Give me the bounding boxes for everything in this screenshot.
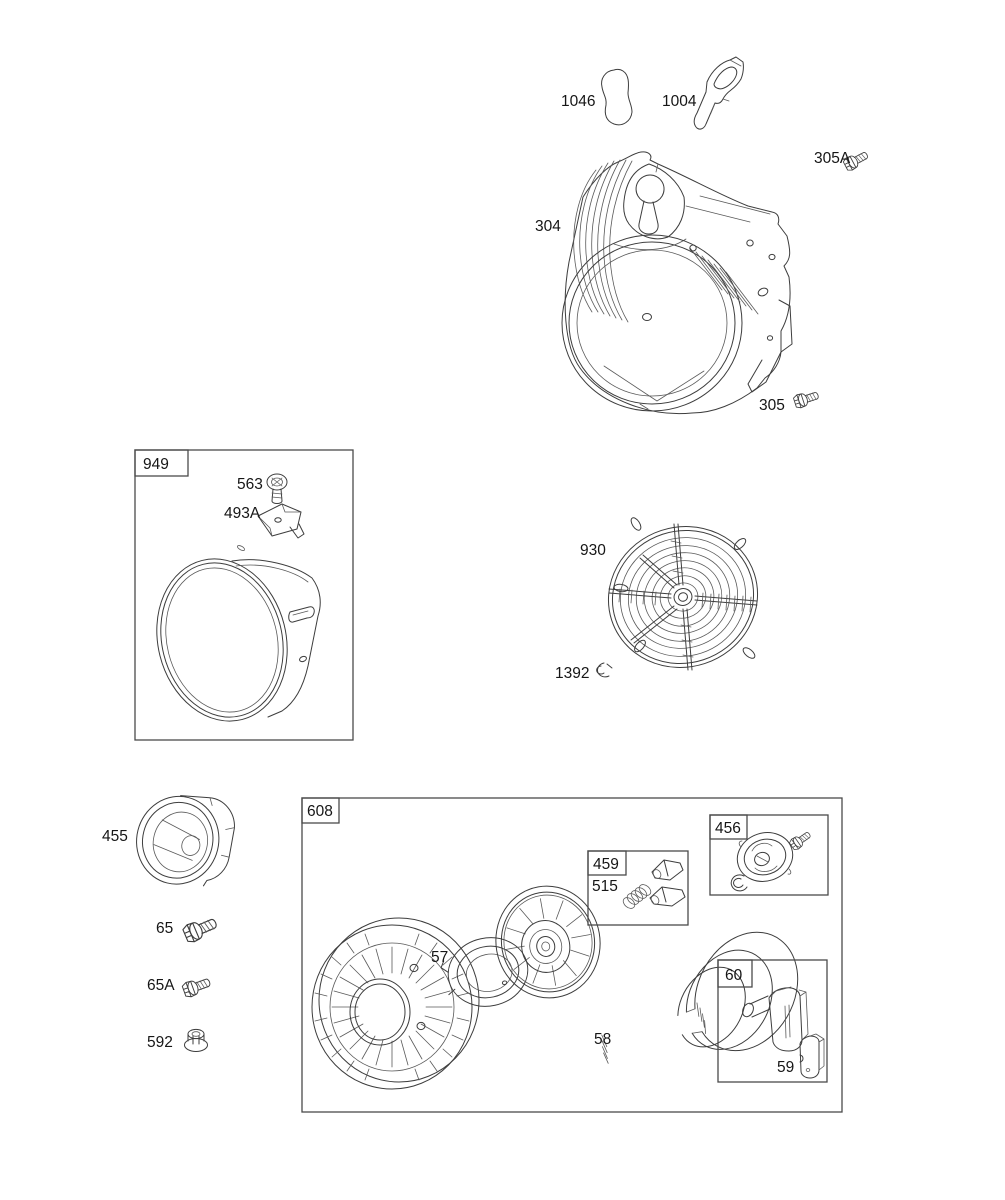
group-949-box: [135, 450, 353, 740]
callout-515: 515: [592, 878, 618, 895]
callout-304: 304: [535, 218, 561, 235]
callout-59: 59: [777, 1059, 795, 1076]
callout-459: 459: [593, 856, 619, 873]
part-515-spring: [621, 882, 653, 910]
part-65-screw: [182, 914, 219, 944]
callout-608: 608: [307, 803, 333, 820]
part-58-rewind-spring: [591, 886, 817, 1127]
callout-65A: 65A: [147, 977, 175, 994]
callout-60: 60: [725, 967, 743, 984]
part-563-screw: [267, 474, 287, 504]
part-59-insert: [800, 1034, 824, 1078]
callout-305: 305: [759, 397, 785, 414]
part-456-screw: [788, 829, 812, 851]
part-305-screw: [793, 389, 820, 409]
callout-930: 930: [580, 542, 606, 559]
part-1392-retainer-clip: [597, 663, 612, 677]
part-304-blower-housing: [562, 152, 792, 414]
part-493A-bracket: [258, 504, 304, 538]
callout-65: 65: [156, 920, 174, 937]
callout-493A: 493A: [224, 505, 261, 522]
callout-58: 58: [594, 1031, 612, 1048]
group-608-box: [302, 798, 842, 1112]
callout-305A: 305A: [814, 150, 851, 167]
part-949-drum: [140, 545, 320, 736]
callout-1004: 1004: [662, 93, 697, 110]
part-rewind-pulley: [487, 878, 609, 1006]
part-60-rope-grip: [741, 987, 808, 1051]
part-65A-screw: [181, 975, 212, 999]
callout-1392: 1392: [555, 665, 590, 682]
part-57-starter-spring: [437, 930, 534, 1014]
part-1004-control-lever: [694, 57, 743, 129]
part-1046-grommet: [602, 69, 632, 124]
part-starter-pawls: [650, 860, 685, 906]
part-456-clutch: [731, 826, 799, 891]
callout-949: 949: [143, 456, 169, 473]
part-455-starter-cup: [127, 783, 242, 896]
part-rewind-housing: [312, 918, 479, 1089]
callout-563: 563: [237, 476, 263, 493]
callout-57: 57: [431, 949, 449, 966]
callout-455: 455: [102, 828, 128, 845]
part-930-fan-guard: [590, 507, 776, 687]
callout-456: 456: [715, 820, 741, 837]
callout-1046: 1046: [561, 93, 596, 110]
callout-592: 592: [147, 1034, 173, 1051]
part-592-nut: [185, 1029, 208, 1051]
